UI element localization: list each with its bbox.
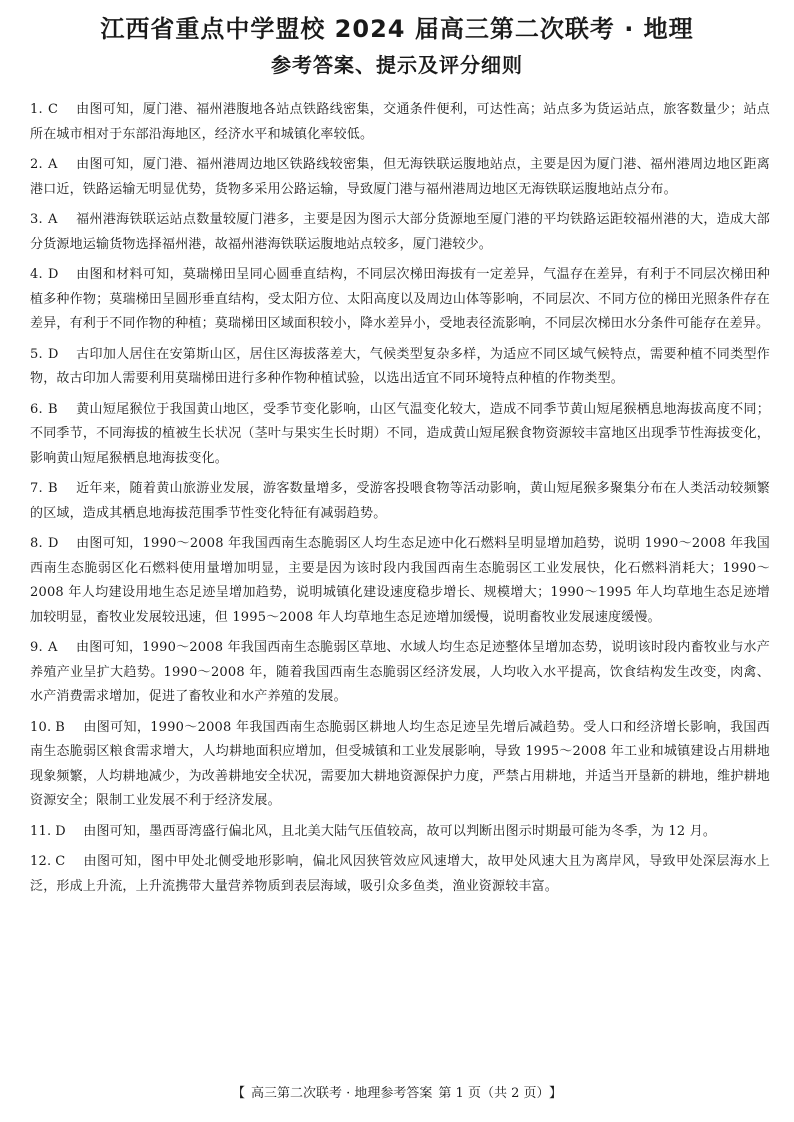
answer-list <box>30 98 770 905</box>
footer-page-info: 第 1 页（共 2 页） <box>438 1086 543 1101</box>
item-answer: D <box>55 823 66 839</box>
item-answer: D <box>48 267 59 282</box>
item-number: 10. <box>30 719 52 735</box>
footer-right-bracket: 】 <box>548 1086 562 1101</box>
item-explanation: 由图可知，1990～2008 年我国西南生态脆弱区草地、水域人均生态足迹整体呈增加态势，说明该时段内畜牧业与水产养殖产业呈扩大趋势。1990～2008 年，随着我国西南生态脆弱区经济发展，人均收入水平提高，饮食结构发生改变，肉禽、水产消费需求增加，促进了畜牧业和水产养殖的发展。 <box>30 640 770 704</box>
item-explanation: 由图和材料可知，莫瑞梯田呈同心圆垂直结构，不同层次梯田海拔有一定差异，气温存在差异，有利于不同层次梯田种植多种作物；莫瑞梯田呈圆形垂直结构，受太阳方位、太阳高度以及周边山体等影响，不同层次、不同方位的梯田光照条件存在差异，有利于不同作物的种植；莫瑞梯田区域面积较小，降水差异小，受地表径流影响，不同层次梯田水分条件可能存在差异。 <box>30 267 770 331</box>
item-explanation: 黄山短尾猴位于我国黄山地区，受季节变化影响，山区气温变化较大，造成不同季节黄山短尾猴栖息地海拔高度不同；不同季节，不同海拔的植被生长状况（茎叶与果实生长时期）不同，造成黄山短尾猴食物资源较丰富地区出现季节性海拔变化，影响黄山短尾猴栖息地海拔变化。 <box>30 401 770 466</box>
item-explanation: 近年来，随着黄山旅游业发展，游客数量增多，受游客投喂食物等活动影响，黄山短尾猴多聚集分布在人类活动较频繁的区域，造成其栖息地海拔范围季节性变化特征有减弱趋势。 <box>30 481 770 521</box>
answer-item-5 <box>30 343 770 392</box>
item-number: 7. <box>30 481 43 496</box>
answer-item-4 <box>30 263 770 337</box>
item-answer: B <box>48 401 58 417</box>
answer-item-6 <box>30 398 770 472</box>
item-number: 4. <box>30 267 43 282</box>
item-answer: D <box>48 346 59 362</box>
item-explanation: 由图可知，1990～2008 年我国西南生态脆弱区耕地人均生态足迹呈先增后减趋势。受人口和经济增长影响，我国西南生态脆弱区粮食需求增大，人均耕地面积应增加，但受城镇和工业发展影响，导致 1995～2008 年工业和城镇建设占用耕地现象频繁，人均耕地减少，为改善耕地安全状况，需要加大耕地资源保护力度，严禁占用耕地，并适当开垦新的耕地，维护耕地资源安全；限制工业发展不利于经济发展。 <box>30 719 770 808</box>
page-title: 江西省重点中学盟校 2024 届高三第二次联考 · 地理 <box>100 15 694 43</box>
answer-item-7 <box>30 477 770 526</box>
item-explanation: 由图可知，厦门港、福州港腹地各站点铁路线密集，交通条件便利，可达性高；站点多为货运站点，旅客数量少；站点所在城市相对于东部沿海地区，经济水平和城镇化率较低。 <box>30 102 770 142</box>
item-explanation: 由图可知，图中甲处北侧受地形影响，偏北风因狭管效应风速增大，故甲处风速大且为离岸风，导致甲处深层海水上泛，形成上升流，上升流携带大量营养物质到表层海域，吸引众多鱼类，渔业资源较丰富。 <box>30 854 770 894</box>
item-number: 9. <box>30 640 43 655</box>
item-answer: A <box>48 640 58 655</box>
item-explanation: 由图可知，墨西哥湾盛行偏北风，且北美大陆气压值较高，故可以判断出图示时期最可能为冬季，为 12 月。 <box>83 823 717 839</box>
page-subtitle: 参考答案、提示及评分细则 <box>271 53 523 77</box>
answer-item-12 <box>30 850 770 899</box>
answer-item-10 <box>30 716 770 814</box>
footer-exam-name: 高三第二次联考 · 地理参考答案 <box>251 1086 433 1101</box>
item-answer: C <box>55 854 66 869</box>
item-number: 6. <box>30 401 43 417</box>
item-number: 2. <box>30 157 43 172</box>
item-answer: C <box>48 102 59 117</box>
answer-item-3 <box>30 208 770 257</box>
answer-item-8 <box>30 532 770 630</box>
answer-item-2 <box>30 153 770 202</box>
footer-left-bracket: 【 <box>231 1086 245 1101</box>
answer-item-11 <box>30 820 770 845</box>
item-explanation: 福州港海铁联运站点数量较厦门港多，主要是因为图示大部分货源地至厦门港的平均铁路运距较福州港的大，造成大部分货源地运输货物选择福州港，故福州港海铁联运腹地站点较多，厦门港较少。 <box>30 212 770 252</box>
item-number: 11. <box>30 823 52 839</box>
item-explanation: 由图可知，1990～2008 年我国西南生态脆弱区人均生态足迹中化石燃料呈明显增加趋势，说明 1990～2008 年我国西南生态脆弱区化石燃料使用量增加明显，主要是因为该时段内我国西南生态脆弱区工业发展快，化石燃料消耗大；1990～2008 年人均建设用地生态足迹呈增加趋势，说明城镇化建设速度稳步增长、规模增大；1990～1995 年人均草地生态足迹增加较明显，畜牧业发展较迅速，但 1995～2008 年人均草地生态足迹增加缓慢，说明畜牧业发展速度缓慢。 <box>30 536 770 625</box>
item-explanation: 由图可知，厦门港、福州港周边地区铁路线较密集，但无海铁联运腹地站点，主要是因为厦门港、福州港周边地区距离港口近，铁路运输无明显优势，货物多采用公路运输，导致厦门港与福州港周边地区无海铁联运腹地站点分布。 <box>30 157 770 197</box>
answer-item-9 <box>30 636 770 710</box>
page-footer <box>0 1084 794 1104</box>
item-number: 8. <box>30 536 43 551</box>
item-number: 5. <box>30 346 43 362</box>
item-answer: D <box>48 536 59 551</box>
item-answer: B <box>55 719 66 735</box>
item-answer: A <box>48 212 58 227</box>
item-answer: A <box>48 157 58 172</box>
answer-item-1 <box>30 98 770 147</box>
item-answer: B <box>48 481 58 496</box>
item-number: 3. <box>30 212 43 227</box>
item-explanation: 古印加人居住在安第斯山区，居住区海拔落差大，气候类型复杂多样，为适应不同区域气候特点，需要种植不同类型作物，故古印加人需要利用莫瑞梯田进行多种作物种植试验，以选出适宜不同环境特点种植的作物类型。 <box>30 346 770 386</box>
item-number: 1. <box>30 102 43 117</box>
item-number: 12. <box>30 854 52 869</box>
